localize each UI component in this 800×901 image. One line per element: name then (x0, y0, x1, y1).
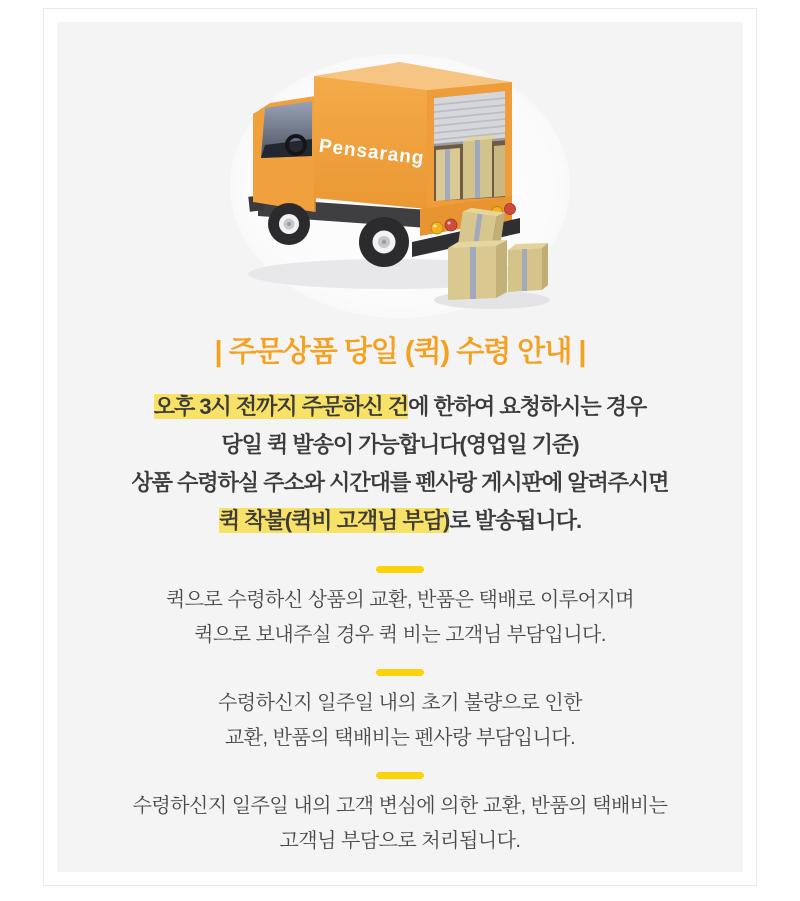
highlighted-text: 퀵 착불(퀵비 고객님 부담) (218, 508, 450, 533)
change-of-mind-section (57, 789, 743, 859)
notice-line: 교환, 반품의 택배비는 펜사랑 부담입니다. (224, 727, 576, 749)
notice-line: 고객님 부담으로 처리됩니다. (279, 830, 521, 852)
notice-line (57, 502, 743, 540)
page-title: | 주문상품 당일 (퀵) 수령 안내 | (214, 336, 586, 368)
quick-exchange-section (57, 583, 743, 653)
notice-line: 수령하신지 일주일 내의 고객 변심에 의한 교환, 반품의 택배비는 (132, 795, 668, 817)
main-notice-paragraph (57, 388, 743, 540)
front-wheel (268, 203, 310, 245)
defect-return-section (57, 686, 743, 756)
notice-line: 수령하신지 일주일 내의 초기 불량으로 인한 (217, 692, 583, 714)
truck-brand-label: Pensarang (317, 135, 426, 170)
section-divider (376, 772, 424, 779)
text-segment: 로 발송됩니다. (449, 508, 582, 533)
notice-line: 퀵으로 보내주실 경우 퀵 비는 고객님 부담입니다. (194, 624, 606, 646)
notice-card (43, 8, 757, 886)
notice-panel (57, 22, 743, 872)
ground-box-large (448, 240, 507, 300)
section-divider (376, 566, 424, 573)
delivery-truck-illustration (230, 46, 570, 318)
section-divider (376, 669, 424, 676)
highlighted-text: 오후 3시 전까지 주문하신 건 (153, 394, 409, 419)
text-segment: 당일 퀵 발송이 가능합니다(영업일 기준) (221, 432, 579, 457)
ground-box-right (508, 243, 548, 292)
notice-line: 퀵으로 수령하신 상품의 교환, 반품은 택배로 이루어지며 (165, 589, 635, 611)
notice-line (57, 426, 743, 464)
notice-line (57, 388, 743, 426)
text-segment: 에 한하여 요청하시는 경우 (408, 394, 647, 419)
text-segment: 상품 수령하실 주소와 시간대를 펜사랑 게시판에 알려주시면 (131, 470, 669, 495)
notice-line (57, 464, 743, 502)
rear-wheel (359, 217, 409, 267)
